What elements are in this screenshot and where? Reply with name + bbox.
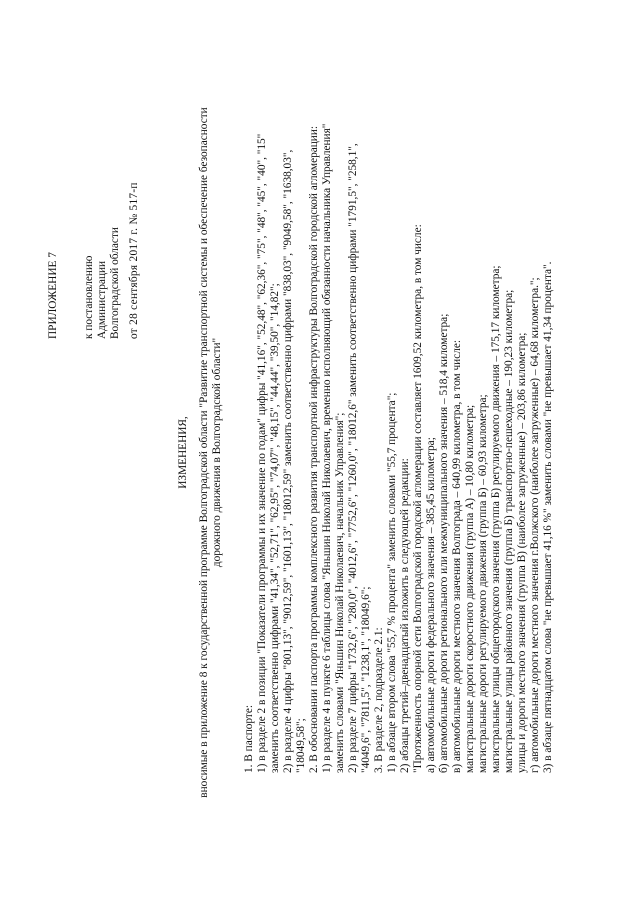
body-line: магистральные дороги скоростного движения (группа А) – 10,80 километра; — [464, 404, 476, 773]
body-line: г) автомобильные дороги местного значения г.Волжского (наиболее загруженные) – 64,68 километра."; — [529, 277, 541, 773]
body-line: магистральные дороги регулируемого движения (группа Б) – 60,93 километра; — [477, 394, 489, 773]
appendix-title: ПРИЛОЖЕНИЕ 7 — [47, 252, 59, 339]
body-line: 3. В разделе 2, подразделе 2.1: — [373, 627, 385, 773]
body-line: 1. В паспорте: — [243, 704, 255, 773]
body-line: заменить словами "Яньшин Николай Николаевич, начальник Управления"; — [334, 412, 346, 773]
appendix-line-2: Администрации — [96, 260, 108, 339]
body-line: б) автомобильные дороги регионального или межмуниципального значения – 518,4 километра; — [438, 313, 450, 773]
appendix-date-number: от 28 сентября 2017 г. № 517-п — [128, 182, 140, 339]
body-line: заменить соответственно цифрами "41,34", "52,71", "62,95", "74,07", "48,15", "44,44", "39,50", "14,82"; — [269, 283, 281, 773]
body-line: 2) в разделе 4 цифры "801,13", "9012,59", "1601,13", "18012,59" заменить соответственно цифрами "838,03", "9049,58", "1638,03", — [282, 149, 294, 773]
heading-subtitle-2: дорожного движения в Волгоградской области" — [211, 337, 223, 568]
body-line: магистральные улицы районного значения (группа Б) транспортно-пешеходные – 190,23 километра; — [503, 289, 515, 773]
body-line: "18049,58"; — [295, 718, 307, 773]
body-line: 2) абзацы третий–двенадцатый изложить в следующей редакции: — [399, 458, 411, 773]
body-line: 2) в разделе 7 цифры "1732,6", "280,0", "4012,6", "7752,6", "1260,0", "18012,6" заменить соответственно цифрами "1791,5", "258,1", — [347, 143, 359, 773]
body-line: "4049,6", "7811,5", "1238,1", "18049,6"; — [360, 586, 372, 773]
appendix-line-1: к постановлению — [83, 255, 95, 339]
body-line: улицы и дороги местного значения (группа В) (наиболее загруженные) – 203,86 километра; — [516, 332, 528, 773]
heading-title: ИЗМЕНЕНИЯ, — [177, 416, 189, 489]
body-line: "Протяженность опорной сети Волгоградской городской агломерации составляет 1609,52 километра, в том числе: — [412, 224, 424, 773]
body-line: 1) в разделе 4 в пункте 6 таблицы слова "Яньшин Николай Николаевич, временно исполняющий обязанности начальника Управления" — [321, 123, 333, 773]
body-line: 1) в разделе 2 в позиции "Показатели программы и их значение по годам" цифры "41,16", "52,48", "62,36", "75", "48", "45", "40", "15" — [256, 133, 268, 773]
body-line: в) автомобильные дороги местного значения Волгограда – 640,99 километра, в том числе: — [451, 339, 463, 773]
heading-subtitle-1: вносимые в приложение 8 к государственной программе Волгоградской области "Развитие транспортной системы и обеспечение безопасности — [198, 107, 210, 798]
body-line: 1) в абзаце втором слова "55,7 % процента" заменить словами "55,7 процента"; — [386, 392, 398, 773]
body-line: а) автомобильные дороги федерального значения – 385,45 километра; — [425, 437, 437, 773]
body-line: магистральные улицы общегородского значения (группа Б) регулируемого движения – 175,17 километра; — [490, 265, 502, 773]
appendix-line-3: Волгоградской области — [109, 227, 121, 339]
body-line: 3) в абзаце пятнадцатом слова "не превышает 41,16 %" заменить словами "не превышает 41,34 процента". — [542, 261, 554, 773]
body-line: 2. В обосновании паспорта программы комплексного развития транспортной инфраструктуры Волгоградской городской агломерации: — [308, 125, 320, 773]
